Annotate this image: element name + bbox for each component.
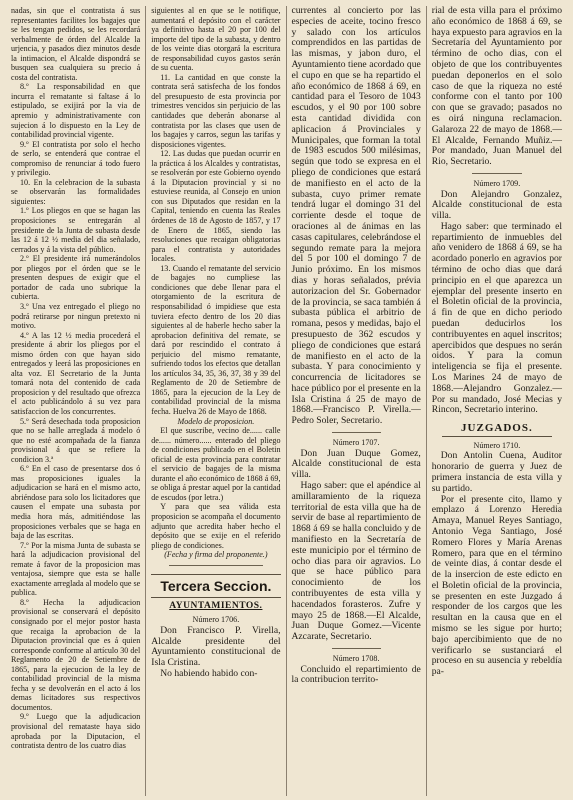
section-heading: Tercera Seccion.: [151, 574, 280, 598]
separator-rule: [332, 648, 381, 649]
paragraph: 11. La cantidad en que conste la contrata será satisfecha de los fondos del presupuesto de esta provincia por trimestres vencidos sin perjuicio de las cantidades que deberán abonarse al contratista por las clases que usen de los bagajes y carros, segun las tarifas y disposiciones vigentes.: [151, 72, 281, 149]
paragraph: 10. En la celebracion de la subasta se observarán las formalidades siguientes:: [11, 177, 141, 206]
paragraph: 1.º Los pliegos en que se hagan las proposiciones se entregarán al presidente de la Junta de subasta desde las 12 á 12 ½ media del dia señalado, cerrados y á la vista del público.: [11, 206, 141, 254]
column-4: [427, 6, 567, 796]
paragraph: 8.º Hecha la adjudicacion provisional se conservará el depósito consignado por el mejor postor hasta que recaiga la aprobacion de la Diputacion provincial que es á quien corresponde conforme al artículo 30 del Reglamento de 20 de Setiembre de 1865, para la ejecucion de la ley de contabilidad provincial de la misma fecha y se devolverán en el acto á los demas licitadores sus respectivos documentos.: [11, 597, 141, 712]
paragraph: Concluido el repartimiento de la contribucion territo-: [291, 663, 421, 686]
paragraph: Y para que sea válida esta proposicion se acompaña el documento adjunto que acredita haber hecho el depósito que se exije en el referido pliego de condiciones.: [151, 502, 281, 550]
column-2: [146, 6, 286, 796]
italic-caption: (Fecha y firma del proponente.): [164, 550, 268, 560]
paragraph: 9.º El contratista por solo el hecho de serlo, se entenderá que contrae el compromiso de renunciar á todo fuero y privilegio.: [11, 139, 141, 178]
paragraph: currentes al concierto por las especies de aceite, tocino fresco y salado con los artículos comprendidos en las partidas de las mismas, y jabon duro, el Ayuntamiento tiene acordado que el cupo en que se ha repartido el año económico de 1868 á 69, en cantidad para el Tesoro de 1043 escudos, y el 90 por 100 sobre esta cantidad dividida con aplicacion á Provinciales y Municipales, que forman la total de 1983 escudos 500 milésimas, según que todo se expresa en el pliego de condiciones que estará de manifiesto en el acto de la subasta, cuyo primer remate tendrá lugar el domingo 31 del corriente desde el toque de oraciones al de ánimas en las casas capitulares, celebrándose el segundo remate para la mejora del 5 por 100 el domingo 7 de Junio próximo. En los mismos dias y horas señalados, prévia autorizacion del Sr. Gobernador de la provincia, se saca también á subasta pública el arbitrio de romana, pesos y medidas, bajo el presupuesto de 362 escudos y pliego de condiciones que estará de manifiesto en el acto de la subasta. Y para conocimiento y concurrencia de licitadores se hace público por el presente en la Isla Cristina á 25 de mayo de 1868.—Francisco P. Virella.—Pedro Soler, Secretario.: [291, 6, 421, 427]
separator-rule: [472, 173, 522, 174]
paragraph: siguientes al en que se le notifique, aumentará el depósito con el carácter ya definitivo hasta el 20 por 100 del importe del tipo de la subasta, y dentro de los veinte dias otorgará la escritura de responsabilidad cuyos gastos serán de su cuenta.: [151, 6, 281, 73]
paragraph: El que suscribe, vecino de...... calle de...... número...... enterado del pliego de condiciones publicado en el Boletin oficial de esta provincia para contratar el servicio de bagajes de la misma durante el año económico de 1868 á 69, se obliga á prestar aquel por la cantidad de escudos (por letra.): [151, 426, 281, 502]
paragraph: 5.º Será desechada toda proposicion que no se halle arreglada á modelo ó que no esté acompañada de la fianza provisional á que se refiere la condicion 3.ª: [11, 416, 141, 464]
columns-container: [6, 6, 567, 796]
paragraph: Don Alejandro Gonzalez, Alcalde constitucional de esta villa.: [431, 188, 562, 222]
paragraph: Don Antolin Cuena, Auditor honorario de guerra y Juez de primera instancia de esta villa y su partido.: [431, 450, 562, 494]
paragraph: Hago saber: que el apéndice al amillaramiento de la riqueza territorial de esta villa que ha de servir de base al repartimiento de 1868 á 69 se halla concluido y de manifiesto en la Secretaría de este municipio por el término de ocho dias para oir agravios. Lo que se hace público para conocimiento de los contribuyentes de esta villa y hacendados forasteros. Zufre y mayo 25 de 1868.—El Alcalde, Juan Duque Gomez.—Vicente Azcarate, Secretario.: [291, 480, 421, 643]
subsection-heading: AYUNTAMIENTOS.: [169, 600, 263, 611]
paragraph: 3.º Una vez entregado el pliego no podrá retirarse por ningun pretexto ni motivo.: [11, 301, 141, 331]
italic-caption: Modelo de proposicion.: [177, 416, 255, 426]
notice-number: Número 1707.: [332, 438, 380, 448]
notice-number: Número 1710.: [473, 440, 521, 450]
column-1: [6, 6, 146, 796]
separator-rule: [169, 565, 262, 566]
paragraph: No habiendo habido con-: [160, 668, 258, 679]
paragraph: 4.º A las 12 ½ media procederá el presidente á abrir los pliegos por el mismo órden con que hayan sido entregados y leerá las proposiciones en alta voz. El Secretario de la Junta tomará nota del contenido de cada proposicion y del resultado que ofrezca el acto publicándolo á su vez para satisfaccion de los concurrentes.: [11, 330, 141, 416]
separator-rule: [332, 432, 381, 433]
paragraph: 2.º El presidente irá numerándolos por pliegos por el órden que se le presenten despues de exigir que el portador de cada uno subrique la cubierta.: [11, 254, 141, 302]
paragraph: 9.º Luego que la adjudicacion provisional del remataste haya sido aprobada por la Diputacion, el contratista dentro de los cuatro dias: [11, 712, 141, 751]
paragraph: 13. Cuando el rematante del servicio de bagajes no cumpliese las condiciones que debe llenar para el otorgamiento de la escritura de responsabilidad ó impidiese que esta tuviera efecto dentro de los 20 dias siguientes al de haberle hecho saber la aprobacion definitiva del remate, se dará por rescindido el contrato á perjuicio del mismo rematante, sufriendo todos los efectos que detallan los artículos 34, 35, 36, 37, 38 y 39 del Reglamento de 20 de Setiembre de 1865, para la ejecucion de la Ley de contabilidad provincial de la misma fecha. Huelva 26 de Mayo de 1868.: [151, 263, 281, 416]
paragraph: Por el presente cito, llamo y emplazo á Lorenzo Heredia Amaya, Manuel Reyes Santiago, Antonio Vega Santiago, José Romero Flores y María Arenas Romero, para que en el término de veinte dias, á contar desde el de la insercion de este edicto en el Boletin oficial de la provincia, se presenten en este Juzgado á responder de los cargos que les resultan en la causa que en el mismo se les sigue por hurto; bajo apercibimiento que de no verificarlo se sustanciará el proceso en su ausencia y rebeldía pa-: [431, 493, 562, 678]
paragraph: Don Francisco P. Virella, Alcalde presidente del Ayuntamiento constitucional de Isla Cristina.: [151, 624, 281, 669]
column-3: [287, 6, 427, 796]
paragraph: 7.º Por la misma Junta de subasta se hará la adjudicacion provisional del remate á favor de la proposicion mas ventajosa, siempre que esta se halle exactamente arreglada al modelo que se publica.: [11, 540, 141, 598]
paragraph: rial de esta villa para el próximo año económico de 1868 á 69, se haya expuesto para agravios en la Secretaría del Ayuntamiento por término de ocho dias, con el objeto de que los contribuyentes puedan deponerlos en el solo caso de que la riqueza no esté conforme con el tanto por 100 con que se gravado; pasados no es oirá ninguna reclamacion. Galaroza 22 de mayo de 1868.—El Alcalde, Fernando Muñiz.—Por mandado, Juan Manuel del Rio, Secretario.: [431, 6, 562, 168]
paragraph: Hago saber: que terminado el repartimiento de inmuebles del año venidero de 1868 á 69, se ha acordado ponerlo en agravios por término de ocho dias que dará principio en el que aparezca un ejemplar del presente inserto en el Boletin oficial de la provincia, á fin de que en dicho periodo puedan deducirlos los contribuyentes en aquel inscritos; apercibidos que despues no serán oidos. Y para la comun inteligencia se fija el presente. Los Marines 24 de mayo de 1868.—Alejandro Gonzalez.—Por su mandado, José Mecias y Rincon, Secretario interino.: [431, 220, 562, 416]
notice-number: Número 1706.: [192, 615, 240, 625]
paragraph: 12. Las dudas que puedan ocurrir en la práctica á los Alcaldes y contratistas, se resolverán por este Gobierno oyendo á la Diputacion provincial y si no estuviese reunida, al Consejo en union con sus Diputados que residan en la Capital, teniendo en cuenta las Reales órdenes de 18 de Agosto de 1857, y 17 de Enero de 1865, siendo las resoluciones que recaigan obligatorias para el contratista y autoridades locales.: [151, 149, 281, 264]
notice-number: Número 1708.: [332, 653, 380, 663]
paragraph: nadas, sin que el contratista á sus representantes facilites los bagajes que se les tengan pedidos, se les recordará verbalmente de órden del Alcalde la urjencia, y pasados diez minutos desde la intimacion, el Alcalde dispondrá se busquen sea cualquiera su precio á costa del contratista.: [11, 6, 141, 82]
subsection-heading: JUZGADOS.: [442, 424, 552, 437]
paragraph: 6.º En el caso de presentarse dos ó mas proposiciones iguales la adjudicacion se hará en el mismo acto, abriéndose para solo los licitadores que causen el empate una subasta por media hora más, admitiéndose las proposiciones verbales que se haga en baja de las escritas.: [11, 464, 141, 541]
paragraph: 8.º La responsabilidad en que incurra el rematante si faltase á lo estipulado, se exijirá por la via de apremio y administrativamente con sujecion á lo dispuesto en la Ley de contabilidad provincial vigente.: [11, 82, 141, 140]
notice-number: Número 1709.: [473, 178, 521, 188]
paragraph: Don Juan Duque Gomez, Alcalde constitucional de esta villa.: [291, 447, 421, 481]
